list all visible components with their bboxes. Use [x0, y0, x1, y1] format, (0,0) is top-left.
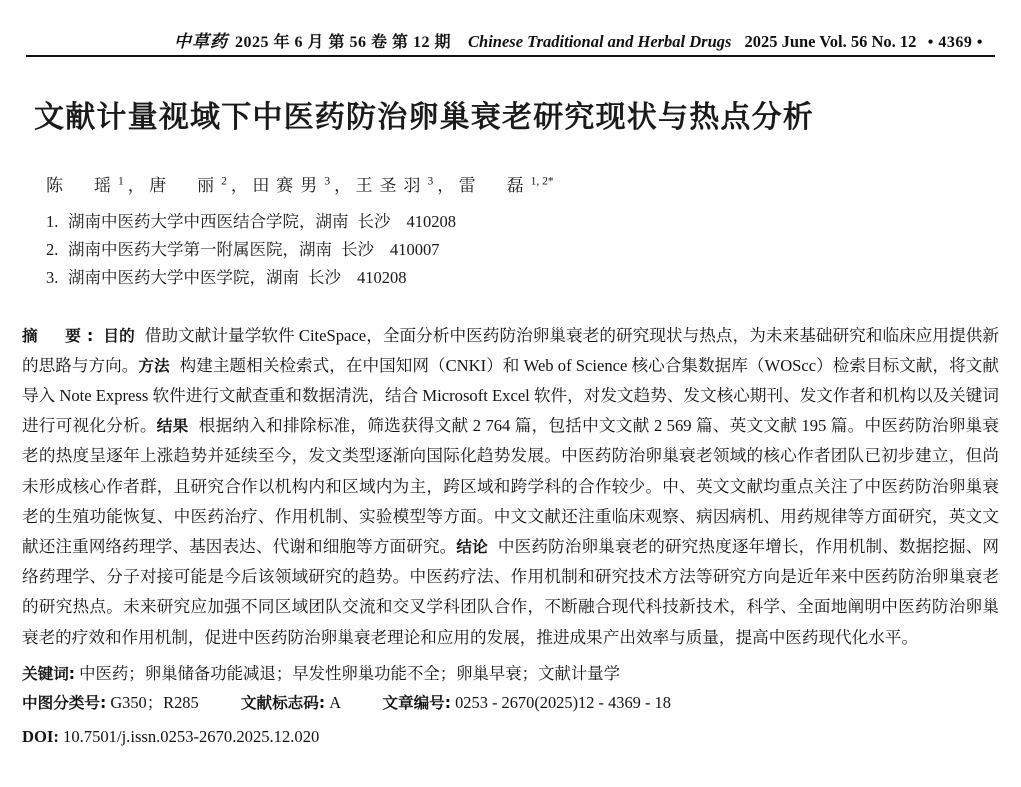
author-separator: ， [334, 175, 352, 195]
abstract-sections [22, 326, 999, 647]
header-rule [26, 55, 995, 57]
affiliation-2 [46, 236, 1021, 264]
metadata-block [22, 659, 999, 752]
author-2 [149, 176, 227, 195]
abstract-section-text-1: 借助文献计量学软件 CiteSpace，全面分析中医药防治卵巢衰老的研究现状与热点，为未来基础研究和临床应用提供新的思路与方向。 [22, 325, 999, 375]
author-5 [459, 176, 554, 195]
affiliation-separator: ， [249, 268, 266, 288]
abstract-section-label-2: 方法 [138, 356, 170, 375]
running-head-left [26, 27, 916, 52]
doi-value: 10.7501/j.issn.0253-2670.2025.12.020 [63, 727, 320, 747]
abstract-heading: 摘 要: [22, 326, 100, 345]
document-code-label: 文献标志码: [240, 694, 326, 713]
classification-row [22, 688, 999, 718]
affiliation-separator: ， [299, 211, 316, 231]
affiliation-postcode: 410007 [390, 239, 440, 259]
author-affiliation-marker: 3 [324, 174, 331, 187]
doi-label: DOI: [22, 727, 59, 747]
author-3 [252, 176, 330, 195]
abstract-section-label-1: 目的 [103, 326, 135, 345]
affiliation-1 [46, 208, 1021, 236]
affiliation-postcode: 410208 [357, 268, 407, 288]
author-name: 雷 磊 [458, 175, 531, 195]
abstract-section-text-3: 根据纳入和排除标准，筛选获得文献 2 764 篇，包括中文文献 2 569 篇、英文文献 195 篇。中医药防治卵巢衰老的热度呈逐年上涨趋势并延续至今，发文类型逐渐向国际化趋势发展。中医药防治卵巢衰老领域的核心作者团队已初步建立，但尚未形成核心作者群，且研究合作以机构内和区域内为主，跨区域和跨学科的合作较少。中、英文文献均重点关注了中医药防治卵巢衰老的生殖功能恢复、中医药治疗、作用机制、实验模型等方面。中文文献还注重临床观察、病因病机、用药规律等方面研究，英文文献还注重网络药理学、基因表达、代谢和细胞等方面研究。 [22, 416, 999, 556]
affiliation-postcode: 410208 [406, 211, 456, 231]
author-affiliation-marker: 2 [221, 174, 227, 187]
affiliation-number: 2. [46, 239, 59, 259]
author-list [46, 171, 1021, 196]
author-name: 王圣羽 [355, 175, 428, 195]
abstract-section-label-4: 结论 [456, 537, 488, 556]
document-code-value: A [329, 693, 341, 713]
author-affiliation-marker: 1, 2* [530, 174, 554, 187]
abstract-section-label-3: 结果 [156, 417, 189, 436]
author-separator: ， [127, 175, 146, 195]
keywords-value: 中医药；卵巢储备功能减退；早发性卵巢功能不全；卵巢早衰；文献计量学 [79, 663, 621, 683]
affiliation-city: 长沙 [341, 239, 374, 259]
clc-value: G350；R285 [110, 693, 199, 713]
affiliation-province: 湖南 [299, 239, 332, 259]
journal-name-en: Chinese Traditional and Herbal Drugs [468, 32, 732, 51]
affiliation-3 [46, 264, 1021, 292]
article-id-label: 文章编号: [382, 694, 451, 713]
affiliation-organization: 湖南中医药大学中医学院 [68, 268, 250, 288]
abstract-section-text-4: 中医药防治卵巢衰老的研究热度逐年增长，作用机制、数据挖掘、网络药理学、分子对接可能是今后该领域研究的趋势。中医药疗法、作用机制和研究技术方法等研究方向是近年来中医药防治卵巢衰老的研究热点。未来研究应加强不同区域团队交流和交叉学科团队合作，不断融合现代科技新技术，科学、全面地阐明中医药防治卵巢衰老的疗效和作用机制，促进中医药防治卵巢衰老理论和应用的发展，推进成果产出效率与质量，提高中医药现代化水平。 [22, 536, 999, 647]
affiliation-number: 1. [46, 211, 59, 231]
affiliation-organization: 湖南中医药大学第一附属医院 [68, 239, 283, 259]
author-name: 田赛男 [252, 175, 325, 195]
affiliation-province: 湖南 [315, 211, 349, 231]
page-title: 文献计量视域下中医药防治卵巢衰老研究现状与热点分析 [34, 100, 814, 135]
running-head [26, 18, 995, 52]
keywords-row [22, 659, 999, 689]
affiliation-city: 长沙 [308, 268, 341, 288]
author-4 [355, 176, 433, 195]
article-first-page [0, 18, 1021, 787]
keywords-label: 关键词: [22, 664, 76, 683]
affiliation-province: 湖南 [266, 268, 299, 288]
doi-row [22, 722, 999, 752]
affiliation-number: 3. [46, 268, 59, 288]
affiliation-city: 长沙 [357, 211, 391, 231]
author-name: 陈 瑶 [46, 175, 118, 195]
author-name: 唐 丽 [149, 175, 222, 195]
author-affiliation-marker: 1 [118, 174, 124, 187]
affiliation-separator: ， [282, 239, 299, 259]
affiliation-list [46, 208, 1021, 293]
abstract-section-text-2: 构建主题相关检索式，在中国知网（CNKI）和 Web of Science 核心合集数据库（WOScc）检索目标文献，将文献导入 Note Express 软件进行文献查重和数据清洗，结合 Microsoft Excel 软件，对发文趋势、发文核心期刊、发文作者和机构以及关键词进行可视化分析。 [22, 355, 999, 436]
issue-info-cn: 2025 年 6 月 第 56 卷 第 12 期 [235, 34, 452, 51]
author-separator: ， [230, 175, 249, 195]
issue-info-en: 2025 June Vol. 56 No. 12 [744, 32, 917, 51]
affiliation-organization: 湖南中医药大学中西医结合学院 [68, 211, 299, 231]
author-affiliation-marker: 3 [427, 174, 434, 187]
article-id-value: 0253 - 2670(2025)12 - 4369 - 18 [455, 693, 671, 713]
abstract-block [22, 321, 999, 653]
author-separator: ， [437, 175, 455, 195]
author-1 [46, 176, 124, 195]
page-number: • 4369 • [927, 34, 983, 51]
clc-label: 中图分类号: [22, 694, 107, 713]
journal-name-cn: 中草药 [174, 32, 228, 52]
